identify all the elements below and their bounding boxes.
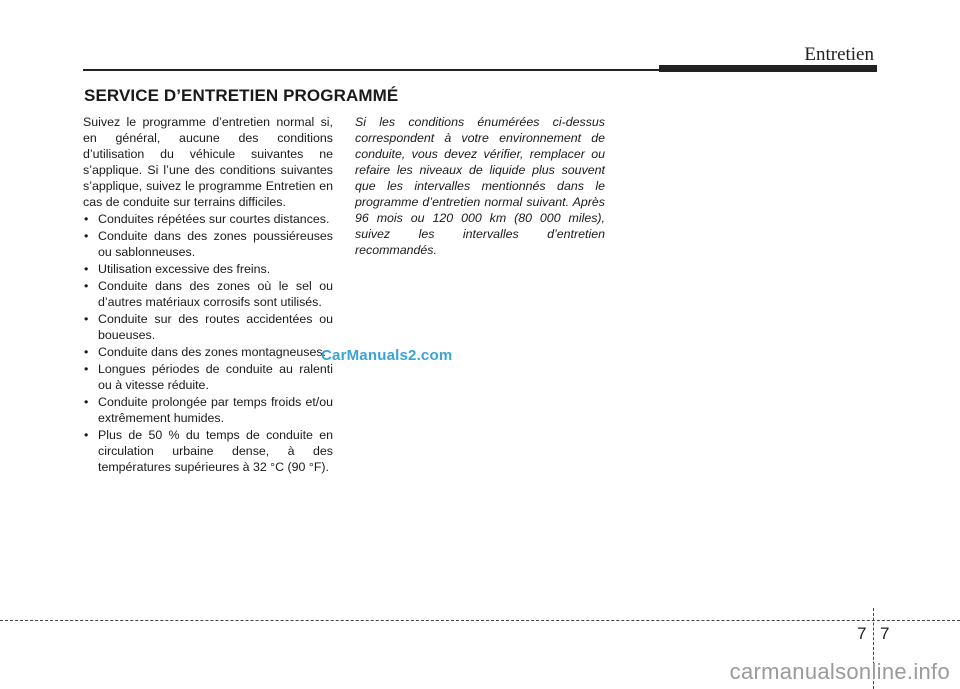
conditions-list <box>83 211 333 475</box>
list-item: • Utilisation excessive des freins. <box>83 261 333 277</box>
list-item: • Conduite dans des zones où le sel ou d’autres matériaux corrosifs sont utilisés. <box>83 278 333 310</box>
list-item: • Conduite prolongée par temps froids et/ou extrêmement humides. <box>83 394 333 426</box>
header-rule-thick <box>659 65 877 72</box>
section-title: SERVICE D’ENTRETIEN PROGRAMMÉ <box>84 86 399 105</box>
intro-paragraph: Suivez le programme d’entretien normal si, en général, aucune des conditions d’utilisation du véhicule suivantes ne s’applique. Si l’une des conditions suivantes s’applique, suivez le programme Entretien en cas de conduite sur terrains difficiles. <box>83 115 333 209</box>
list-item: • Longues périodes de conduite au ralenti ou à vitesse réduite. <box>83 361 333 393</box>
note-paragraph: Si les conditions énumérées ci-dessus correspondent à votre environnement de conduite, vous devez vérifier, remplacer ou refaire les niveaux de liquide plus souvent que les intervalles mentionnés dans le programme d’entretien normal suivant. Après 96 mois ou 120 000 km (80 000 miles), suivez les intervalles d’entretien recommandés. <box>355 115 605 257</box>
header-rule <box>83 69 659 71</box>
footer-site-link[interactable]: carmanualsonline.info <box>729 659 950 684</box>
list-item: • Plus de 50 % du temps de conduite en circulation urbaine dense, à des températures supérieures à 32 °C (90 °F). <box>83 427 333 475</box>
list-item: • Conduite dans des zones poussiéreuses ou sablonneuses. <box>83 228 333 260</box>
list-item: • Conduites répétées sur courtes distances. <box>83 211 333 227</box>
left-column <box>83 114 333 475</box>
list-item: • Conduite sur des routes accidentées ou boueuses. <box>83 311 333 343</box>
chapter-number: 7 <box>857 624 867 643</box>
page-number: 7 <box>880 624 890 643</box>
footer-rule <box>0 620 960 621</box>
watermark-link[interactable]: CarManuals2.com <box>321 347 453 364</box>
chapter-title: Entretien <box>804 44 874 65</box>
list-item: • Conduite dans des zones montagneuses. <box>83 344 333 360</box>
